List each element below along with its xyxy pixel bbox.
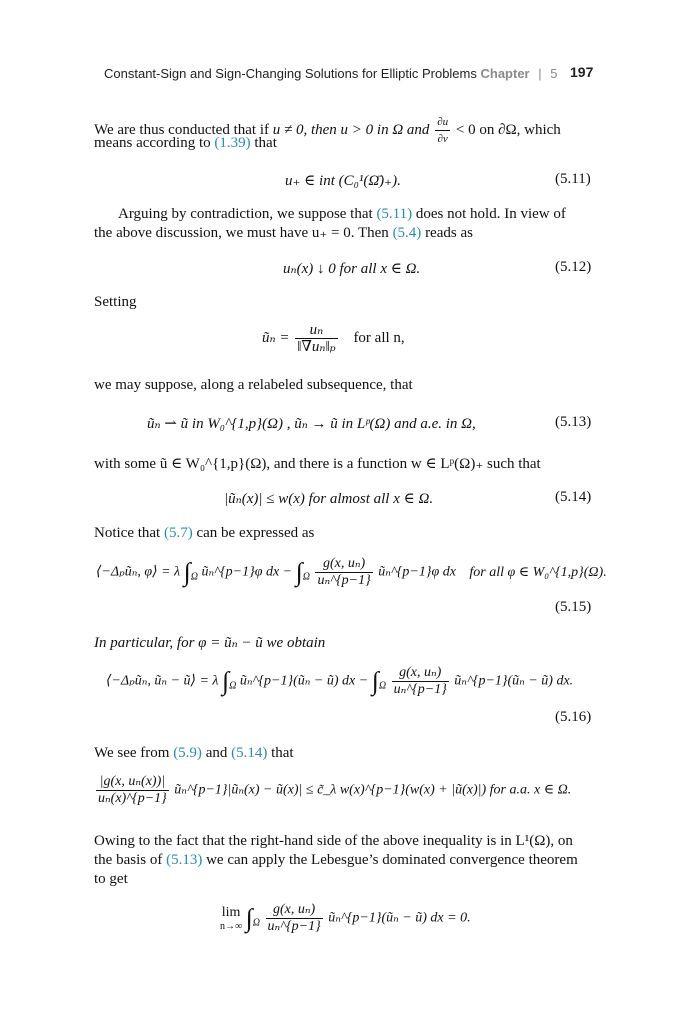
equation-number-5-12: (5.12)	[555, 259, 592, 275]
paragraph-1-line-1: We are thus conducted that if u ≠ 0, then u > 0 in Ω and $\frac{\partial u}{\partial\nu}$ < 0 on ∂Ω, which	[94, 116, 561, 145]
running-title: Constant-Sign and Sign-Changing Solutions for Elliptic Problems	[104, 66, 477, 81]
paragraph-8-line-2: the basis of (5.13) we can apply the Lebesgue’s dominated convergence theorem	[94, 852, 578, 868]
equation-number-5-11: (5.11)	[555, 171, 591, 187]
paragraph-3: we may suppose, along a relabeled subsequence, that	[94, 377, 413, 393]
ref-5-14[interactable]: (5.14)	[231, 745, 268, 761]
equation-number-5-13: (5.13)	[555, 414, 592, 430]
chapter-label: Chapter	[480, 66, 530, 81]
equation-5-15: ⟨−Δₚũₙ, φ⟩ = λ $\int_\Omega$ ũₙ^{p−1}φ dx − $\int_\Omega$ $\frac{\text{g(x, uₙ)}}{\text{uₙ\textasciicircum{}\{p−1\}}}$ ũₙ^{p−1}φ dx for all φ ∈ W₀^{1,p}(Ω).	[96, 556, 607, 588]
paragraph-8-line-1: Owing to the fact that the right-hand side of the above inequality is in L¹(Ω), on	[94, 833, 573, 849]
paragraph-2-line-2: the above discussion, we must have u₊ = 0. Then (5.4) reads as	[94, 225, 473, 241]
equation-5-14: |ũₙ(x)| ≤ w(x) for almost all x ∈ Ω.	[224, 491, 434, 507]
chapter-number: 5	[550, 66, 558, 81]
ref-5-7[interactable]: (5.7)	[163, 525, 193, 541]
paragraph-7: We see from (5.9) and (5.14) that	[94, 745, 294, 761]
paragraph-4: with some ũ ∈ W₀^{1,p}(Ω), and there is a function w ∈ Lᵖ(Ω)₊ such that	[94, 456, 541, 472]
equation-5-12: uₙ(x) ↓ 0 for all x ∈ Ω.	[283, 261, 421, 277]
setting-word: Setting	[94, 294, 137, 310]
equation-number-5-15: (5.15)	[555, 599, 592, 615]
normal-derivative: $\frac{\partial u}{\partial\nu}$	[437, 116, 449, 145]
equation-number-5-16: (5.16)	[555, 709, 592, 725]
ref-5-4[interactable]: (5.4)	[392, 225, 422, 241]
bound-inequality: $\frac{\text{|g(x, uₙ(x))|}}{\text{uₙ(x)\textasciicircum{}\{p−1\}}}$ ũₙ^{p−1}|ũₙ(x) − ũ(x)| ≤ c̃_λ w(x)^{p−1}(w(x) + |ũ(x)|) for a.a. x ∈ Ω.	[98, 774, 572, 806]
equation-5-16: ⟨−Δₚũₙ, ũₙ − ũ⟩ = λ $\int_\Omega$ ũₙ^{p−1}(ũₙ − ũ) dx − $\int_\Omega$ $\frac{\text{g(x, uₙ)}}{\text{uₙ\textasciicircum{}\{p−1\}}}$ ũₙ^{p−1}(ũₙ − ũ) dx.	[106, 665, 574, 697]
equation-5-11: u₊ ∈ int (C₀¹(Ω̄)₊).	[285, 173, 401, 189]
ref-1-39[interactable]: (1.39)	[214, 135, 251, 151]
ref-5-9[interactable]: (5.9)	[173, 745, 202, 761]
normalized-definition: ũₙ = $\frac{\text{uₙ}}{\text{‖∇uₙ‖ₚ}}$ for all n,	[262, 322, 405, 355]
page-number: 197	[570, 64, 594, 80]
equation-5-13: ũₙ ⇀ ũ in W₀^{1,p}(Ω) , ũₙ → ũ in Lᵖ(Ω) and a.e. in Ω,	[147, 416, 476, 432]
equation-number-5-14: (5.14)	[555, 489, 592, 505]
integral-sign: ∫	[183, 557, 191, 587]
limit-equation: lim n→∞ $\int_\Omega$ $\frac{\text{g(x, uₙ)}}{\text{uₙ\textasciicircum{}\{p−1\}}}$ ũₙ^{p−1}(ũₙ − ũ) dx = 0.	[220, 902, 471, 934]
paragraph-5: Notice that (5.7) can be expressed as	[94, 525, 315, 541]
paragraph-6: In particular, for φ = ũₙ − ũ we obtain	[94, 635, 326, 651]
running-header	[104, 66, 558, 81]
header-separator: |	[538, 66, 542, 81]
ref-5-11[interactable]: (5.11)	[376, 206, 413, 222]
ref-5-13[interactable]: (5.13)	[166, 852, 203, 868]
paragraph-1-line-2: means according to (1.39) that	[94, 135, 277, 151]
paragraph-8-line-3: to get	[94, 871, 128, 887]
paragraph-2-line-1: Arguing by contradiction, we suppose that (5.11) does not hold. In view of	[118, 206, 566, 222]
